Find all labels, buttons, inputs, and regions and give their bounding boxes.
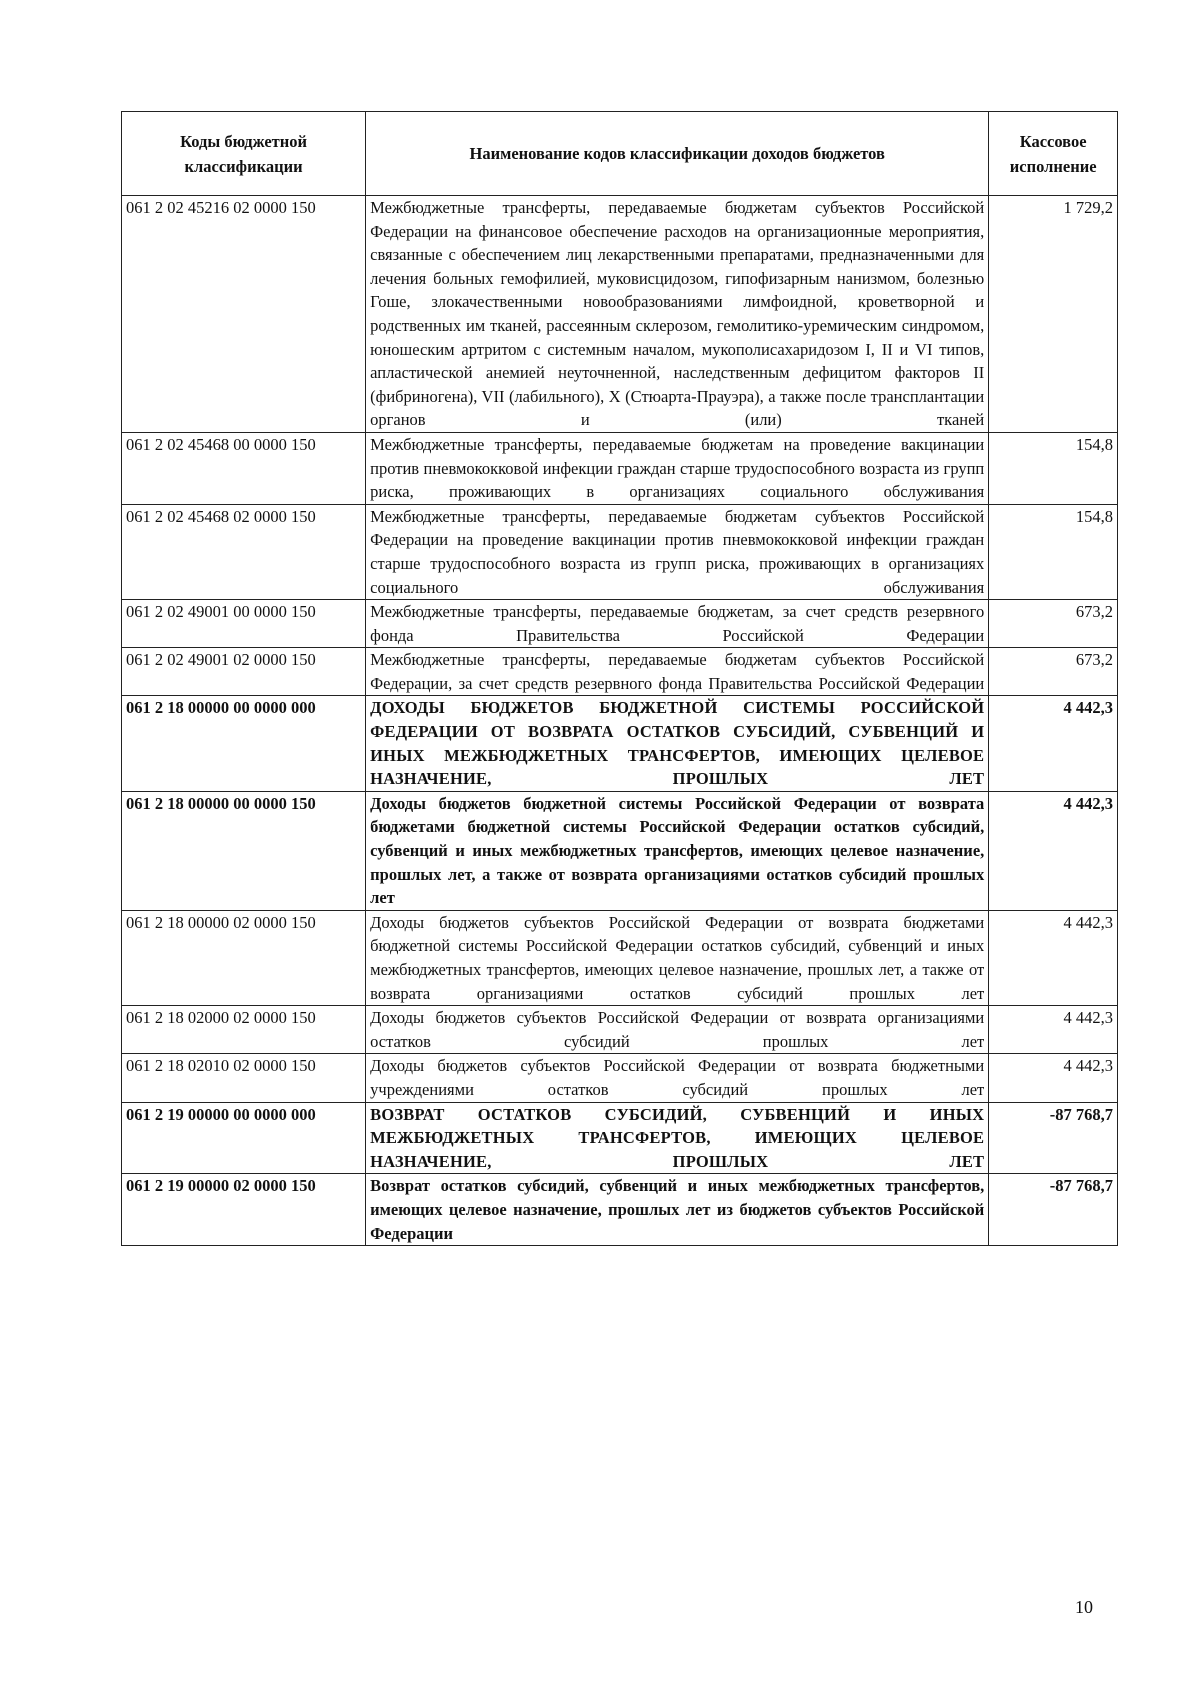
row-sum: -87 768,7 [989,1174,1118,1246]
header-execution: Кассовое исполнение [989,112,1118,196]
row-name: Межбюджетные трансферты, передаваемые бюджетам субъектов Российской Федерации, за счет средств резервного фонда Правительства Российской Федерации [366,648,989,696]
row-sum: 1 729,2 [989,196,1118,433]
row-sum: 154,8 [989,432,1118,504]
table-row [122,600,1118,648]
row-code: 061 2 02 45216 02 0000 150 [122,196,366,433]
table-body [122,196,1118,1246]
row-sum: 673,2 [989,648,1118,696]
row-name: ДОХОДЫ БЮДЖЕТОВ БЮДЖЕТНОЙ СИСТЕМЫ РОССИЙСКОЙ ФЕДЕРАЦИИ ОТ ВОЗВРАТА ОСТАТКОВ СУБСИДИЙ, СУБВЕНЦИЙ И ИНЫХ МЕЖБЮДЖЕТНЫХ ТРАНСФЕРТОВ, ИМЕЮЩИХ ЦЕЛЕВОЕ НАЗНАЧЕНИЕ, ПРОШЛЫХ ЛЕТ [366,696,989,791]
row-code: 061 2 18 00000 02 0000 150 [122,910,366,1005]
row-sum: 673,2 [989,600,1118,648]
table-row [122,1054,1118,1102]
table-row [122,696,1118,791]
row-name: Межбюджетные трансферты, передаваемые бюджетам субъектов Российской Федерации на финансовое обеспечение расходов на организационные мероприятия, связанные с обеспечением лиц лекарственными препаратами, предназначенными для лечения больных гемофилией, муковисцидозом, гипофизарным нанизмом, болезнью Гоше, злокачественными новообразованиями лимфоидной, кроветворной и родственных им тканей, рассеянным склерозом, гемолитико-уремическим синдромом, юношеским артритом с системным началом, мукополисахаридозом I, II и VI типов, апластической анемией неуточненной, наследственным дефицитом факторов II (фибриногена), VII (лабильного), X (Стюарта-Прауэра), а также после трансплантации органов и (или) тканей [366,196,989,433]
table-row [122,648,1118,696]
row-sum: 154,8 [989,504,1118,599]
row-code: 061 2 02 45468 02 0000 150 [122,504,366,599]
row-code: 061 2 02 49001 02 0000 150 [122,648,366,696]
table-row [122,1006,1118,1054]
row-name: Доходы бюджетов субъектов Российской Федерации от возврата организациями остатков субсидий прошлых лет [366,1006,989,1054]
row-code: 061 2 19 00000 02 0000 150 [122,1174,366,1246]
row-name: Доходы бюджетов субъектов Российской Федерации от возврата бюджетами бюджетной системы Российской Федерации остатков субсидий, субвенций и иных межбюджетных трансфертов, имеющих целевое назначение, прошлых лет, а также от возврата организациями остатков субсидий прошлых лет [366,910,989,1005]
table-row [122,791,1118,910]
row-code: 061 2 02 49001 00 0000 150 [122,600,366,648]
row-sum: 4 442,3 [989,1006,1118,1054]
header-codes: Коды бюджетной классификации [122,112,366,196]
row-name: Возврат остатков субсидий, субвенций и иных межбюджетных трансфертов, имеющих целевое назначение, прошлых лет из бюджетов субъектов Российской Федерации [366,1174,989,1246]
row-code: 061 2 18 00000 00 0000 150 [122,791,366,910]
row-sum: -87 768,7 [989,1102,1118,1174]
row-code: 061 2 18 02000 02 0000 150 [122,1006,366,1054]
row-name: ВОЗВРАТ ОСТАТКОВ СУБСИДИЙ, СУБВЕНЦИЙ И ИНЫХ МЕЖБЮДЖЕТНЫХ ТРАНСФЕРТОВ, ИМЕЮЩИХ ЦЕЛЕВОЕ НАЗНАЧЕНИЕ, ПРОШЛЫХ ЛЕТ [366,1102,989,1174]
row-name: Доходы бюджетов субъектов Российской Федерации от возврата бюджетными учреждениями остатков субсидий прошлых лет [366,1054,989,1102]
table-header-row [122,112,1118,196]
row-sum: 4 442,3 [989,910,1118,1005]
row-name: Межбюджетные трансферты, передаваемые бюджетам субъектов Российской Федерации на проведение вакцинации против пневмококковой инфекции граждан старше трудоспособного возраста из групп риска, проживающих в организациях социального обслуживания [366,504,989,599]
table-row [122,432,1118,504]
row-code: 061 2 02 45468 00 0000 150 [122,432,366,504]
table-row [122,504,1118,599]
table-row [122,196,1118,433]
row-sum: 4 442,3 [989,696,1118,791]
page-number: 10 [1075,1597,1093,1617]
table-row [122,1174,1118,1246]
row-sum: 4 442,3 [989,1054,1118,1102]
row-name: Доходы бюджетов бюджетной системы Российской Федерации от возврата бюджетами бюджетной системы Российской Федерации остатков субсидий, субвенций и иных межбюджетных трансфертов, имеющих целевое назначение, прошлых лет, а также от возврата организациями остатков субсидий прошлых лет [366,791,989,910]
row-name: Межбюджетные трансферты, передаваемые бюджетам на проведение вакцинации против пневмококковой инфекции граждан старше трудоспособного возраста из групп риска, проживающих в организациях социального обслуживания [366,432,989,504]
row-code: 061 2 18 00000 00 0000 000 [122,696,366,791]
row-code: 061 2 19 00000 00 0000 000 [122,1102,366,1174]
budget-income-table [121,111,1118,1246]
row-sum: 4 442,3 [989,791,1118,910]
row-code: 061 2 18 02010 02 0000 150 [122,1054,366,1102]
row-name: Межбюджетные трансферты, передаваемые бюджетам, за счет средств резервного фонда Правительства Российской Федерации [366,600,989,648]
table-row [122,1102,1118,1174]
header-names: Наименование кодов классификации доходов бюджетов [366,112,989,196]
table-row [122,910,1118,1005]
